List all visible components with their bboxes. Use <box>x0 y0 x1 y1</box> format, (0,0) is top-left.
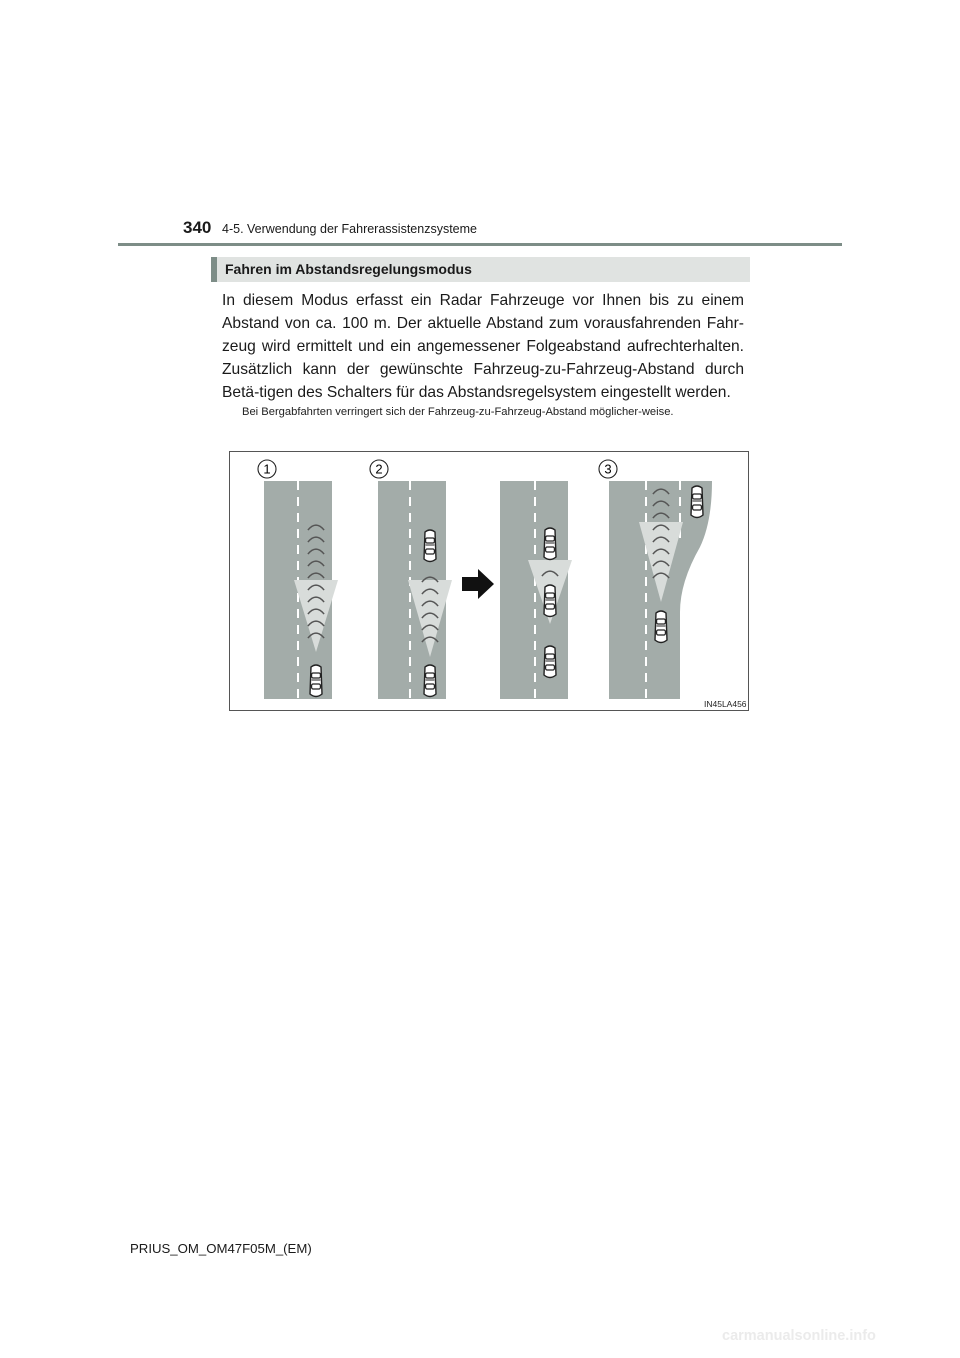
header-divider <box>118 243 842 246</box>
car-icon <box>691 486 703 518</box>
section-heading-bar <box>211 257 750 282</box>
car-icon <box>424 530 436 562</box>
svg-text:3: 3 <box>604 461 612 477</box>
car-icon <box>655 611 667 643</box>
svg-text:2: 2 <box>375 461 383 477</box>
step-label-3 <box>599 460 617 478</box>
car-icon <box>310 665 322 697</box>
svg-text:1: 1 <box>263 461 271 477</box>
note-paragraph: Bei Bergabfahrten verringert sich der Fahrzeug-zu-Fahrzeug-Abstand möglicher-weise. <box>242 406 674 418</box>
figure-code: IN45LA456 <box>704 699 747 709</box>
radar-following-diagram <box>229 451 749 711</box>
section-heading: Fahren im Abstandsregelungsmodus <box>225 261 472 277</box>
road-3 <box>500 481 572 699</box>
car-icon <box>544 585 556 617</box>
step-label-2 <box>370 460 388 478</box>
step-label-1 <box>258 460 276 478</box>
header-section-title: 4-5. Verwendung der Fahrerassistenzsysteme <box>222 222 477 236</box>
car-icon <box>424 665 436 697</box>
body-paragraph: In diesem Modus erfasst ein Radar Fahrzeuge vor Ihnen bis zu einem Abstand von ca. 100 m. Der aktuelle Abstand zum vorausfahrenden Fahr-zeug wird ermittelt und ein angemessener Folgeabstand aufrechterhalten. Zusätzlich kann der gewünschte Fahrzeug-zu-Fahrzeug-Abstand durch Betä-tigen des Schalters für das Abstandsregelsystem eingestellt werden. <box>222 292 744 401</box>
car-icon <box>544 528 556 560</box>
car-icon <box>544 646 556 678</box>
section-heading-marker <box>211 257 217 282</box>
road-4 <box>609 481 712 699</box>
page-number: 340 <box>183 218 212 237</box>
arrow-right-icon <box>462 569 494 599</box>
footer-doc-id: PRIUS_OM_OM47F05M_(EM) <box>130 1241 312 1256</box>
road-1 <box>264 481 338 699</box>
diagram-svg <box>230 452 750 712</box>
road-2 <box>378 481 452 699</box>
watermark: carmanualsonline.info <box>722 1328 876 1344</box>
